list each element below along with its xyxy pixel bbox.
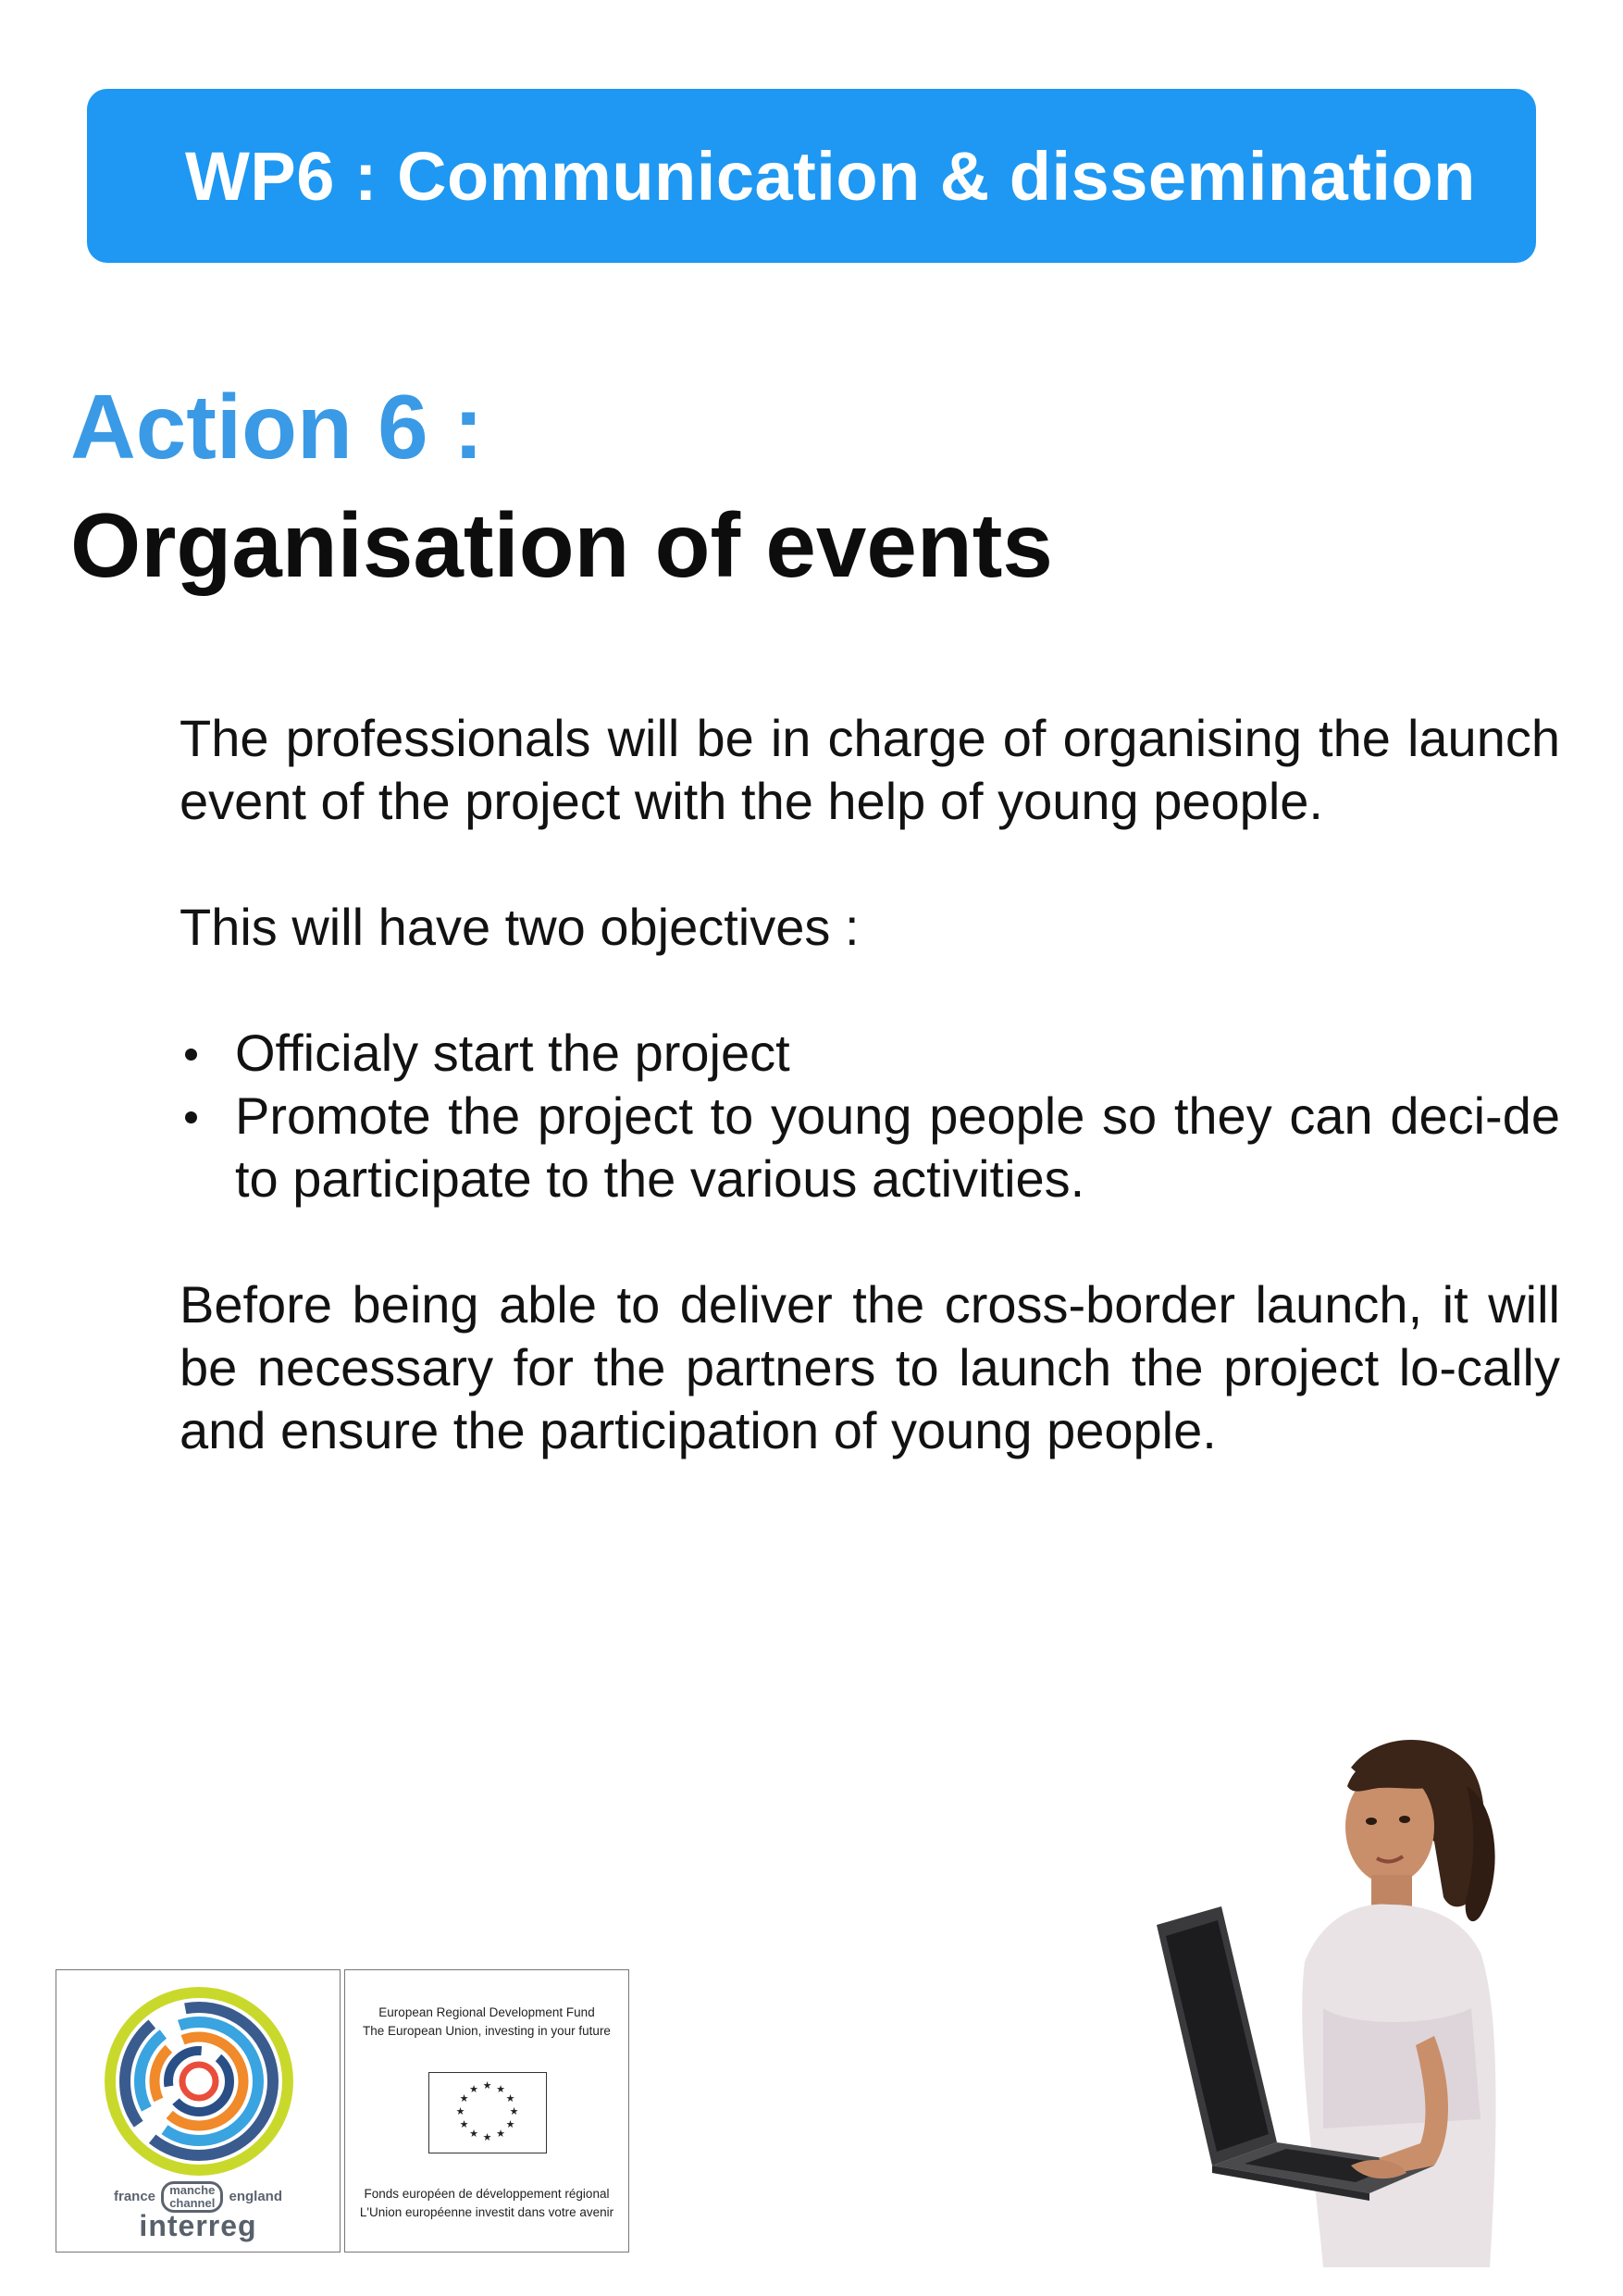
body-text (180, 707, 1560, 1462)
objectives-list (180, 1022, 1560, 1210)
interreg-logo (56, 1969, 341, 2253)
eu-line-2: The European Union, investing in your future (363, 2024, 611, 2038)
list-item (180, 1085, 1560, 1210)
paragraph-cross-border-launch: Before being able to deliver the cross-border launch, it will be necessary for the partners to launch the project lo-cally and ensure the participation of young people. (180, 1275, 1560, 1459)
interreg-bracket (161, 2181, 223, 2213)
eu-text-french (345, 2185, 628, 2222)
bullet-icon (185, 1111, 197, 1123)
svg-text:★: ★ (509, 2105, 519, 2117)
svg-text:★: ★ (459, 2118, 469, 2130)
interreg-bracket-bottom: channel (169, 2196, 216, 2210)
svg-text:★: ★ (496, 2128, 505, 2140)
interreg-brand: interreg (139, 2209, 257, 2242)
svg-text:★: ★ (505, 2092, 515, 2104)
action-title: Organisation of events (70, 494, 1053, 596)
action-label: Action 6 : (70, 376, 484, 478)
eu-text-english (345, 2004, 628, 2041)
eu-line-4: L'Union européenne investit dans votre avenir (359, 2205, 614, 2219)
list-item (180, 1022, 1560, 1085)
banner-title: WP6 : Communication & dissemination (185, 137, 1476, 215)
list-item-text: Promote the project to young people so they can deci-de to participate to the various activities. (235, 1086, 1560, 1208)
svg-text:★: ★ (455, 2105, 465, 2117)
svg-text:★: ★ (459, 2092, 469, 2104)
paragraph-launch-event: The professionals will be in charge of organising the launch event of the project with the help of young people. (180, 709, 1560, 830)
interreg-right-word: england (229, 2188, 283, 2204)
svg-text:★: ★ (482, 2079, 492, 2091)
list-item-text: Officialy start the project (235, 1024, 790, 1082)
eu-flag-icon (428, 2072, 547, 2153)
header-banner (87, 89, 1536, 263)
bullet-icon (185, 1049, 197, 1061)
interreg-caption (56, 2181, 340, 2213)
interreg-left-word: france (113, 2188, 156, 2204)
interreg-rings-icon (97, 1985, 301, 2179)
eu-line-1: European Regional Development Fund (378, 2005, 595, 2019)
svg-text:★: ★ (469, 2083, 478, 2095)
svg-text:★: ★ (505, 2118, 515, 2130)
svg-text:★: ★ (469, 2128, 478, 2140)
girl-with-laptop-photo (1046, 1731, 1564, 2267)
svg-text:★: ★ (496, 2083, 505, 2095)
eu-line-3: Fonds européen de développement régional (364, 2187, 610, 2201)
interreg-bracket-top: manche (169, 2183, 216, 2197)
svg-text:★: ★ (482, 2131, 492, 2143)
eu-fund-logo (344, 1969, 629, 2253)
paragraph-objectives-intro: This will have two objectives : (180, 898, 860, 956)
